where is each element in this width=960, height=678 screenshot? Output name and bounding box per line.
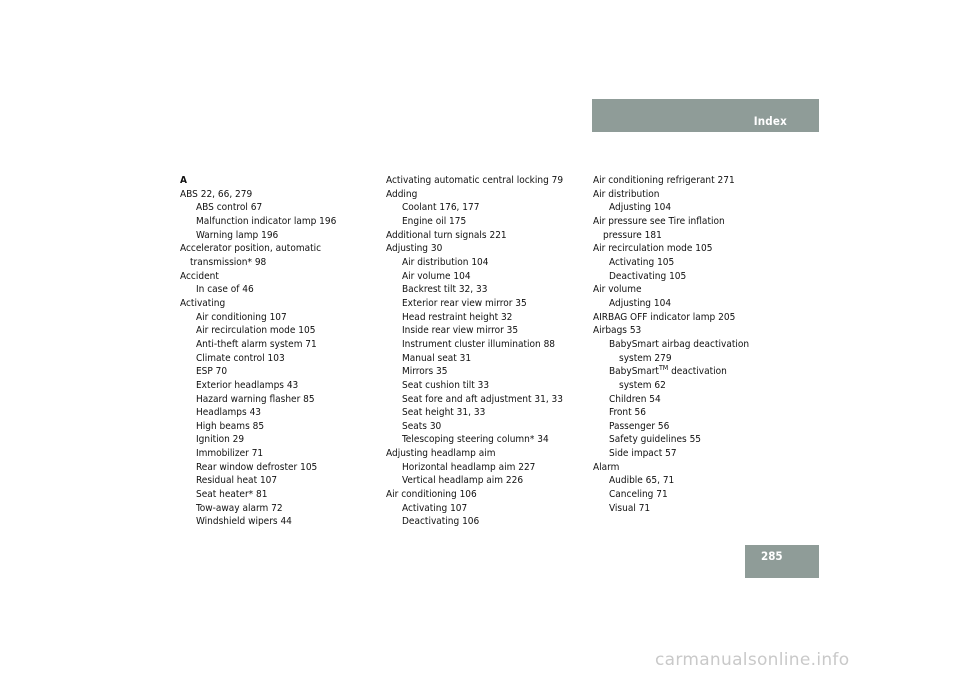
header-bar <box>592 99 819 132</box>
index-subentry: Engine oil 175 <box>402 215 467 227</box>
index-subentry: Side impact 57 <box>609 448 677 460</box>
index-entry: Air pressure see Tire inflation <box>593 215 725 227</box>
index-subentry: Air conditioning 107 <box>196 311 287 323</box>
index-subentry: ESP 70 <box>196 366 228 378</box>
index-entry: Accident <box>180 270 219 282</box>
index-subentry-continued: system 279 <box>619 352 672 364</box>
index-entry-continued: pressure 181 <box>603 229 662 241</box>
index-subentry: Activating 107 <box>402 502 468 514</box>
index-subentry: Front 56 <box>609 407 646 419</box>
index-subentry: Immobilizer 71 <box>196 448 264 460</box>
index-subentry: Seat fore and aft adjustment 31, 33 <box>402 393 563 405</box>
index-entry: Adding <box>386 188 418 200</box>
index-subentry: Safety guidelines 55 <box>609 434 702 446</box>
index-subentry: Seat cushion tilt 33 <box>402 379 490 391</box>
index-subentry: Headlamps 43 <box>196 407 262 419</box>
index-subentry: Activating 105 <box>609 256 675 268</box>
page-number: 285 <box>761 549 783 563</box>
trademark-symbol: TM <box>658 364 669 373</box>
index-subentry: Deactivating 106 <box>402 516 480 528</box>
index-column-2 <box>386 174 563 529</box>
index-subentry: Coolant 176, 177 <box>402 202 480 214</box>
index-subentry: Canceling 71 <box>609 489 668 501</box>
index-subentry: Air volume 104 <box>402 270 471 282</box>
index-subentry: Anti-theft alarm system 71 <box>196 338 317 350</box>
index-subentry: Inside rear view mirror 35 <box>402 325 519 337</box>
index-subentry: Telescoping steering column* 34 <box>402 434 549 446</box>
index-subentry: Tow-away alarm 72 <box>196 502 283 514</box>
index-subentry: Air distribution 104 <box>402 256 489 268</box>
index-subentry: Rear window defroster 105 <box>196 461 318 473</box>
index-subentry: In case of 46 <box>196 284 254 296</box>
index-entry: Air distribution <box>593 188 660 200</box>
index-subentry: Mirrors 35 <box>402 366 448 378</box>
index-subentry: Residual heat 107 <box>196 475 278 487</box>
page-title: Index <box>753 114 787 128</box>
index-entry: Adjusting 30 <box>386 243 443 255</box>
index-subentry: Adjusting 104 <box>609 297 672 309</box>
index-entry: Additional turn signals 221 <box>386 229 507 241</box>
index-subentry: Ignition 29 <box>196 434 245 446</box>
page-number-box <box>745 545 819 578</box>
index-subentry-continued: system 62 <box>619 379 666 391</box>
index-subentry: Horizontal headlamp aim 227 <box>402 461 536 473</box>
index-subentry: Children 54 <box>609 393 661 405</box>
index-subentry: Adjusting 104 <box>609 202 672 214</box>
index-subentry: Vertical headlamp aim 226 <box>402 475 524 487</box>
index-subentry: BabySmart airbag deactivation <box>609 338 750 350</box>
index-subentry: Exterior headlamps 43 <box>196 379 299 391</box>
index-subentry: Manual seat 31 <box>402 352 472 364</box>
index-subentry-text: deactivation <box>668 366 727 378</box>
index-subentry: Hazard warning flasher 85 <box>196 393 315 405</box>
index-subentry: Backrest tilt 32, 33 <box>402 284 488 296</box>
index-subentry-text: BabySmart <box>609 366 659 378</box>
index-subentry: Seat heater* 81 <box>196 489 268 501</box>
index-subentry: Audible 65, 71 <box>609 475 675 487</box>
index-entry: Accelerator position, automatic <box>180 243 322 255</box>
index-subentry: High beams 85 <box>196 420 265 432</box>
index-entry: AIRBAG OFF indicator lamp 205 <box>593 311 736 323</box>
index-subentry: Visual 71 <box>609 502 651 514</box>
index-entry: Activating automatic central locking 79 <box>386 175 564 186</box>
index-subentry: Instrument cluster illumination 88 <box>402 338 556 350</box>
index-subentry: Exterior rear view mirror 35 <box>402 297 527 309</box>
index-subentry: Deactivating 105 <box>609 270 687 282</box>
index-entry: Air recirculation mode 105 <box>593 243 713 255</box>
index-subentry: Passenger 56 <box>609 420 670 432</box>
index-subentry: Malfunction indicator lamp 196 <box>196 215 337 227</box>
index-entry: Air conditioning 106 <box>386 489 477 501</box>
watermark: carmanualsonline.info <box>655 650 850 670</box>
index-entry: ABS 22, 66, 279 <box>180 188 253 200</box>
index-section-letter: A <box>180 175 187 186</box>
index-subentry: Seats 30 <box>402 420 442 432</box>
index-subentry: Windshield wipers 44 <box>196 516 292 528</box>
index-entry: Activating <box>180 297 226 309</box>
index-subentry: ABS control 67 <box>196 202 263 214</box>
index-entry: Airbags 53 <box>593 325 642 337</box>
index-entry: Alarm <box>593 461 620 473</box>
index-subentry <box>593 365 749 379</box>
index-subentry: Warning lamp 196 <box>196 229 279 241</box>
index-subentry: Climate control 103 <box>196 352 285 364</box>
index-subentry: Air recirculation mode 105 <box>196 325 316 337</box>
index-entry: Adjusting headlamp aim <box>386 448 496 460</box>
index-subentry: Head restraint height 32 <box>402 311 513 323</box>
index-entry: Air conditioning refrigerant 271 <box>593 175 735 186</box>
index-entry: Air volume <box>593 284 642 296</box>
index-column-1 <box>180 174 336 529</box>
index-subentry: Seat height 31, 33 <box>402 407 486 419</box>
index-entry-continued: transmission* 98 <box>190 256 267 268</box>
index-column-3 <box>593 174 749 515</box>
